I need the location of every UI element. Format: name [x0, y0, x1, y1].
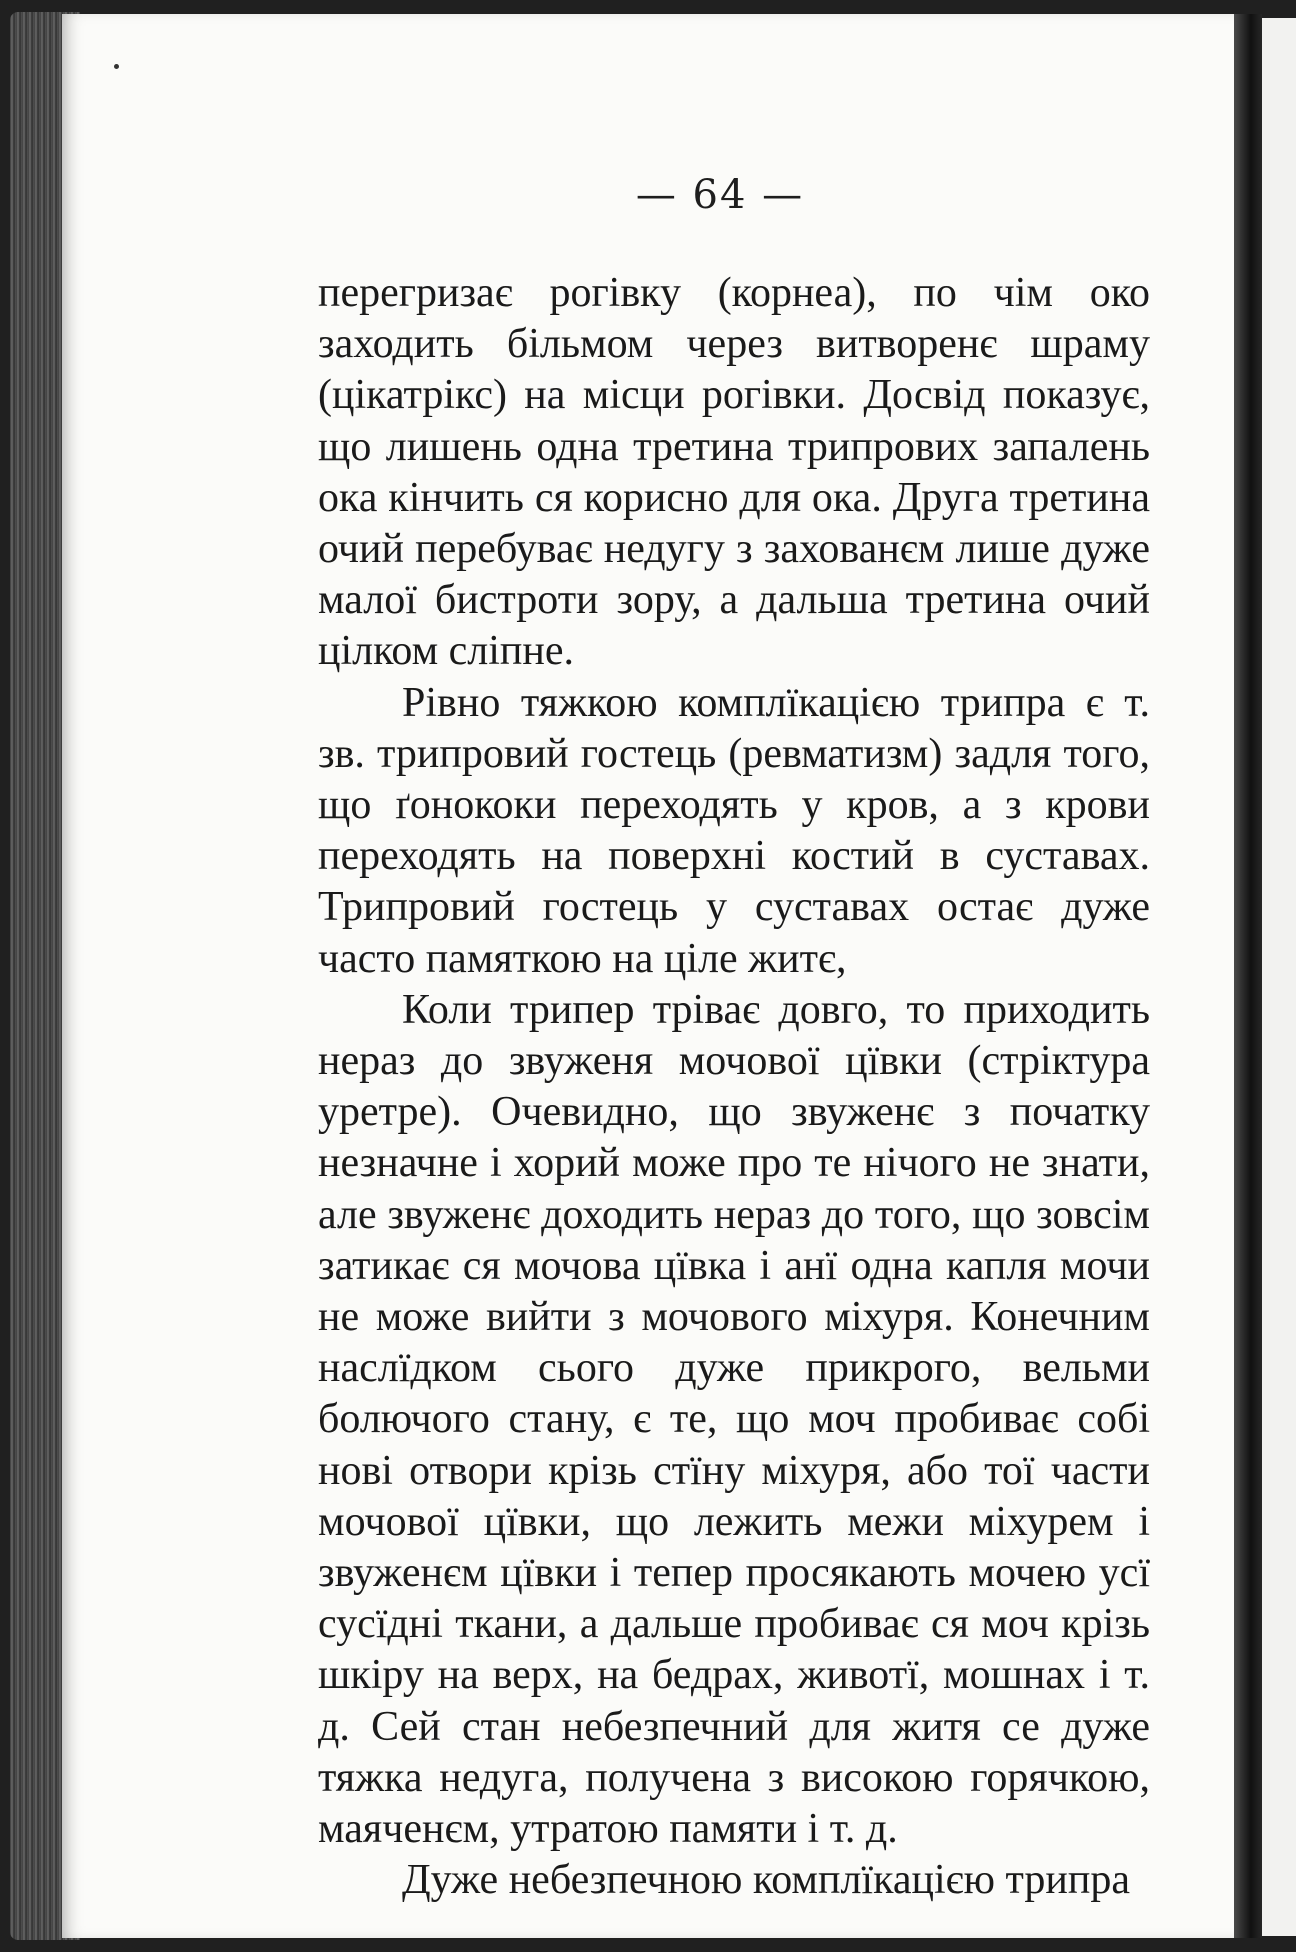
paragraph-3: Коли трипер тріває довго, то приходить нераз до звуженя мочової цївки (стріктура уретре). Очевидно, що звуженє з початку незначне і хорий може про те нічого не знати, але звуженє доходить нераз до того, що зовсім затикає ся мочова цївка і анї одна капля мочи не може вийти з мочового міхуря. Конечним наслїдком сього дуже прикрого, вельми болючого стану, є те, що моч пробиває собі нові отвори крізь стїну міхуря, або тої части мочової цївки, що лежить межи міхурем і звуженєм цївки і тепер просякають мочею усї сусїдні ткани, а дальше пробиває ся моч крізь шкіру на верх, на бедрах, животї, мошнах і т. д. Сей стан небезпечний для житя се дуже тяжка недуга, получена з високою горячкою, маяченєм, утратою памяти і т. д. [318, 986, 1150, 1853]
paragraph-1: перегризає рогівку (корнеа), по чім око заходить більмом через витворенє шраму (цікатрікс) на місци рогівки. Досвід показує, що лишень одна третина трипрових запалень ока кінчить ся корисно для ока. Друга третина очий перебуває недугу з захованєм лише дуже малої бистроти зору, а дальша третина очий цілком сліпне. [318, 270, 1150, 675]
page-number: — 64 — [635, 172, 805, 218]
body-text [318, 268, 1150, 1907]
ink-speck [114, 64, 119, 69]
paragraph-2: Рівно тяжкою комплїкацією трипра є т. зв. трипровий гостець (ревматизм) задля того, що ґонококи переходять у кров, а з крови переходять на поверхні костий в суставах. Трипровий гостець у суставах остає дуже часто памяткою на ціле житє, [318, 679, 1150, 982]
facing-page-edge [1262, 18, 1296, 1936]
page-number-row [0, 172, 1296, 218]
paragraph-4: Дуже небезпечною комплїкацією трипра [402, 1857, 1131, 1904]
book-gutter [1234, 14, 1262, 1938]
